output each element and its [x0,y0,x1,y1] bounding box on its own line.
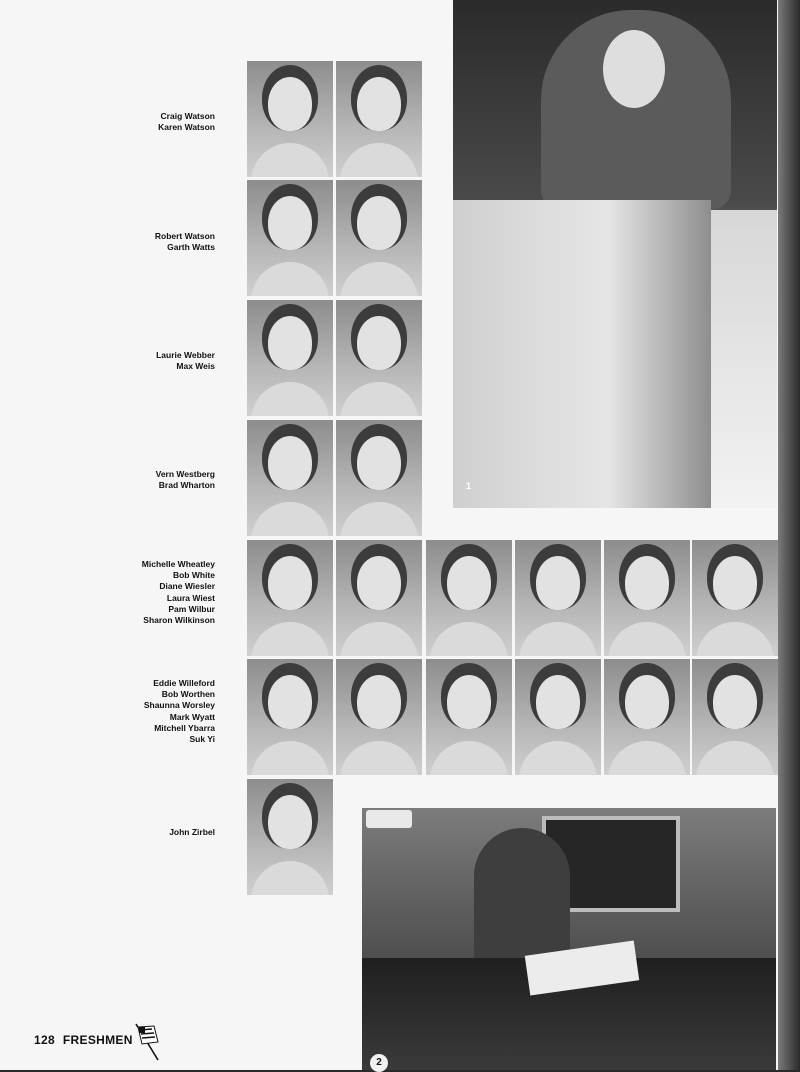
student-portrait [247,61,333,177]
photo-number: 2 [370,1054,388,1072]
student-name: Karen Watson [158,122,215,133]
student-portrait [336,300,422,416]
student-portrait [336,61,422,177]
student-name: Mark Wyatt [169,711,215,722]
student-name: Michelle Wheatley [141,559,215,569]
candy-sign [366,810,412,828]
name-list-row-7 [5,827,215,838]
student-portrait [426,659,512,775]
name-list-row-2 [5,231,215,253]
student-portrait [336,180,422,296]
student-portrait [336,540,422,656]
student-name: Robert Watson [154,231,215,241]
student-portrait [515,659,601,775]
candid-photo-candy-counter [362,808,776,1070]
flag-emblem-icon [132,1022,162,1062]
section-title: FRESHMEN [62,1033,133,1047]
page-number: 128 [34,1033,55,1047]
student-name: Garth Watts [167,242,215,253]
student-portrait [247,779,333,895]
student-portrait [692,540,778,656]
student-name: Bob White [172,570,215,581]
student-portrait [604,540,690,656]
student-name: Brad Wharton [158,480,215,491]
student-portrait [247,180,333,296]
name-list-row-3 [5,350,215,372]
student-name: Max Weis [176,361,215,372]
student-name: Laurie Webber [156,350,215,360]
student-name: Craig Watson [160,111,215,121]
page-edge-shadow [778,0,800,1070]
suggestion-box [453,200,711,508]
candid-photo-suggestion-box [453,0,777,508]
student-name: Shaunna Worsley [143,700,215,711]
student-portrait [426,540,512,656]
name-list-row-6 [5,678,215,745]
name-list-row-1 [5,111,215,133]
student-portrait [247,300,333,416]
counter-ledge [711,210,777,508]
student-name: John Zirbel [169,827,215,837]
name-list-row-5 [5,559,215,626]
student-portrait [247,659,333,775]
student-name: Diane Wiesler [159,581,215,592]
student-portrait [604,659,690,775]
student-name: Pam Wilbur [168,603,215,614]
student-portrait [692,659,778,775]
student-name: Bob Worthen [161,689,215,700]
page-footer [34,1033,141,1047]
student-face [603,30,665,108]
photo-number: 1 [466,481,472,491]
name-list-row-4 [5,469,215,491]
student-portrait [247,420,333,536]
student-name: Eddie Willeford [153,678,215,688]
student-name: Suk Yi [189,734,215,745]
student-name: Sharon Wilkinson [143,615,215,626]
student-name: Laura Wiest [166,592,215,603]
student-name: Vern Westberg [155,469,215,479]
student-portrait [515,540,601,656]
student-portrait [336,659,422,775]
student-portrait [336,420,422,536]
student-name: Mitchell Ybarra [154,722,215,733]
student-portrait [247,540,333,656]
